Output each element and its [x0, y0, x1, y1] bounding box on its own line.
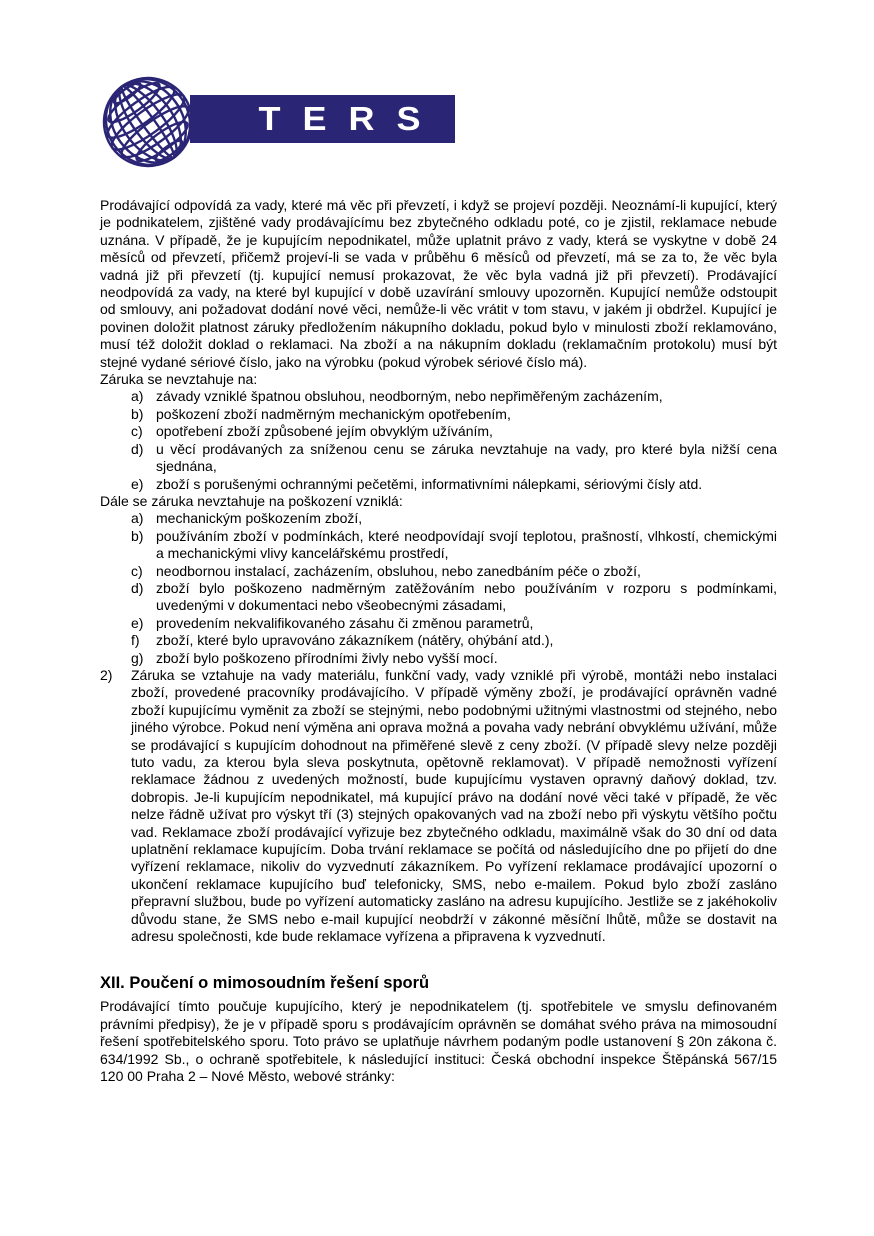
section-heading: XII. Poučení o mimosoudním řešení sporů: [100, 974, 430, 993]
list-item-marker: d): [131, 579, 144, 596]
list-item-marker: f): [131, 632, 140, 649]
list-item: [100, 580, 777, 615]
list-item: [100, 476, 777, 493]
list-item: [100, 406, 777, 423]
list-item-text: zboží s porušenými ochrannými pečetěmi, informativními nálepkami, sériovými čísly atd.: [156, 475, 703, 492]
list-item-text: u věcí prodávaných za sníženou cenu se záruka nevztahuje na vady, pro které byla nižší cena sjednána,: [156, 440, 777, 475]
list-item-text: provedením nekvalifikovaného zásahu či změnou parametrů,: [156, 614, 534, 631]
list-item: [100, 650, 777, 667]
warranty-intro-paragraph: Prodávající odpovídá za vady, které má věc při převzetí, i když se projeví později. Neoznámí-li kupující, který je podnikatelem, zjištěné vady prodávajícímu bez zbytečného odkladu poté, co je zjistil, reklamace nebude uznána. V případě, že je kupujícím nepodnikatel, může uplatnit právo z vady, která se vyskytne v době 24 měsíců od převzetí, přičemž projeví-li se vada v průběhu 6 měsíců od převzetí, má se za to, že věc byla vadná již při převzetí (tj. kupující nemusí prokazovat, že věc byla vadná již při převzetí). Prodávající neodpovídá za vady, na které byl kupující v době uzavírání smlouvy upozorněn. Kupující nemůže odstoupit od smlouvy, ani požadovat dodání nové věci, nemůže-li věc vrátit v tom stavu, v jakém ji obdržel. Kupující je povinen doložit platnost záruky předložením nákupního dokladu, pokud bylo v minulosti zboží reklamováno, musí též doložit doklad o reklamaci. Na zboží a na nákupním dokladu (reklamačním protokolu) musí být stejné vydané sériové číslo, jako na výrobku (pokud výrobek sériové číslo má).: [100, 197, 777, 370]
list-item: [100, 528, 777, 563]
list-item-marker: e): [131, 475, 144, 492]
list-item-marker: c): [131, 562, 143, 579]
list-item: [100, 510, 777, 527]
list-item-text: zboží bylo poškozeno nadměrným zatěžováním nebo používáním v rozporu s podmínkami, uvedenými v dokumentaci nebo všeobecnými zásadami,: [156, 579, 777, 614]
wireframe-globe-icon: [102, 72, 194, 172]
list-item-marker: d): [131, 440, 144, 457]
numbered-item-text: Záruka se vztahuje na vady materiálu, funkční vady, vady vzniklé při výrobě, montáži nebo instalaci zboží, provedené pracovníky prodávajícího. V případě výměny zboží, je prodávající oprávněn vadné zboží kupujícímu vyměnit za zboží se stejnými, nebo podobnými užitnými vlastnostmi od stejného, nebo jiného výrobce. Pokud není výměna ani oprava možná a povaha vady nebrání obvyklému užívání, může se prodávající s kupujícím dohodnout na přiměřené slevě z ceny zboží. (V případě slevy nelze později tuto vadu, za kterou byla sleva poskytnuta, opětovně reklamovat). V případě nemožnosti vyřízení reklamace žádnou z uvedených možností, bude kupujícímu vystaven opravný daňový doklad, tzv. dobropis. Je-li kupujícím nepodnikatel, má kupující právo na dodání nové věci také v případě, že věc nelze řádně užívat pro výskyt tří (3) stejných opakovaných vad na zboží nebo při výskytu většího počtu vad. Reklamace zboží prodávající vyřizuje bez zbytečného odkladu, maximálně však do 30 dní od data uplatnění reklamace kupujícím. Doba trvání reklamace se počítá od následujícího dne po přijetí do dne vyřízení reklamace, nikoliv do vyzvednutí zákazníkem. Po vyřízení reklamace prodávající upozorní o ukončení reklamace kupujícího buď telefonicky, SMS, nebo e-mailem. Pokud bylo zboží zasláno přepravní službou, bude po vyřízení automaticky zasláno na adresu kupujícího. Jestliže se z jakéhokoliv důvodu stane, že SMS nebo e-mail kupující neobdrží v zákonné měsíční lhůtě, může se dostavit na adresu společnosti, kde bude reklamace vyřízena a připravena k vyzvednutí.: [131, 666, 777, 945]
company-logo: [100, 68, 460, 178]
list-item-text: neodbornou instalací, zacházením, obsluhou, nebo zanedbáním péče o zboží,: [156, 562, 641, 579]
list-item: [100, 632, 777, 649]
numbered-item-marker: 2): [100, 666, 113, 683]
warranty-scope-item: [100, 667, 777, 946]
list-item: [100, 563, 777, 580]
list-item-marker: a): [131, 388, 144, 405]
warranty-exclusions-list: [100, 388, 777, 492]
list-item-marker: e): [131, 614, 144, 631]
list-item-text: zboží bylo poškozeno přírodními živly nebo vyšší mocí.: [156, 649, 498, 666]
list-item: [100, 441, 777, 476]
list-item: [100, 388, 777, 405]
list-item-text: používáním zboží v podmínkách, které neodpovídají svojí teplotou, prašností, vlhkostí, chemickými a mechanickými vlivy kancelářskému prostředí,: [156, 527, 777, 562]
list-item-marker: c): [131, 423, 143, 440]
brand-banner: [190, 95, 455, 143]
dispute-resolution-paragraph: Prodávající tímto poučuje kupujícího, který je nepodnikatelem (tj. spotřebitele ve smyslu definovaném právními předpisy), že je v případě sporu s prodávajícím oprávněn se domáhat svého práva na mimosoudní řešení spotřebitelského sporu. Toto právo se uplatňuje návrhem podaným podle ustanovení § 20n zákona č. 634/1992 Sb., o ochraně spotřebitele, k následující instituci: Česká obchodní inspekce Štěpánská 567/15 120 00 Praha 2 – Nové Město, webové stránky:: [100, 998, 777, 1085]
list-item-marker: a): [131, 510, 144, 527]
list-item-text: opotřebení zboží způsobené jejím obvyklým užíváním,: [156, 423, 493, 440]
document-body: [100, 197, 777, 1086]
damage-exclusions-list: [100, 510, 777, 667]
list-item-text: závady vzniklé špatnou obsluhou, neodborným, nebo nepřiměřeným zacházením,: [156, 388, 663, 405]
list-item-marker: g): [131, 649, 144, 666]
list-item-text: zboží, které bylo upravováno zákazníkem (nátěry, ohýbání atd.),: [156, 632, 554, 649]
brand-wordmark: TERS: [258, 99, 443, 138]
damage-exclusions-label: Dále se záruka nevztahuje na poškození vzniklá:: [100, 492, 403, 509]
list-item-marker: b): [131, 527, 144, 544]
list-item-marker: b): [131, 405, 144, 422]
list-item-text: poškození zboží nadměrným mechanickým opotřebením,: [156, 405, 511, 422]
list-item-text: mechanickým poškozením zboží,: [156, 510, 363, 527]
warranty-exclusions-label: Záruka se nevztahuje na:: [100, 371, 258, 388]
list-item: [100, 423, 777, 440]
list-item: [100, 615, 777, 632]
